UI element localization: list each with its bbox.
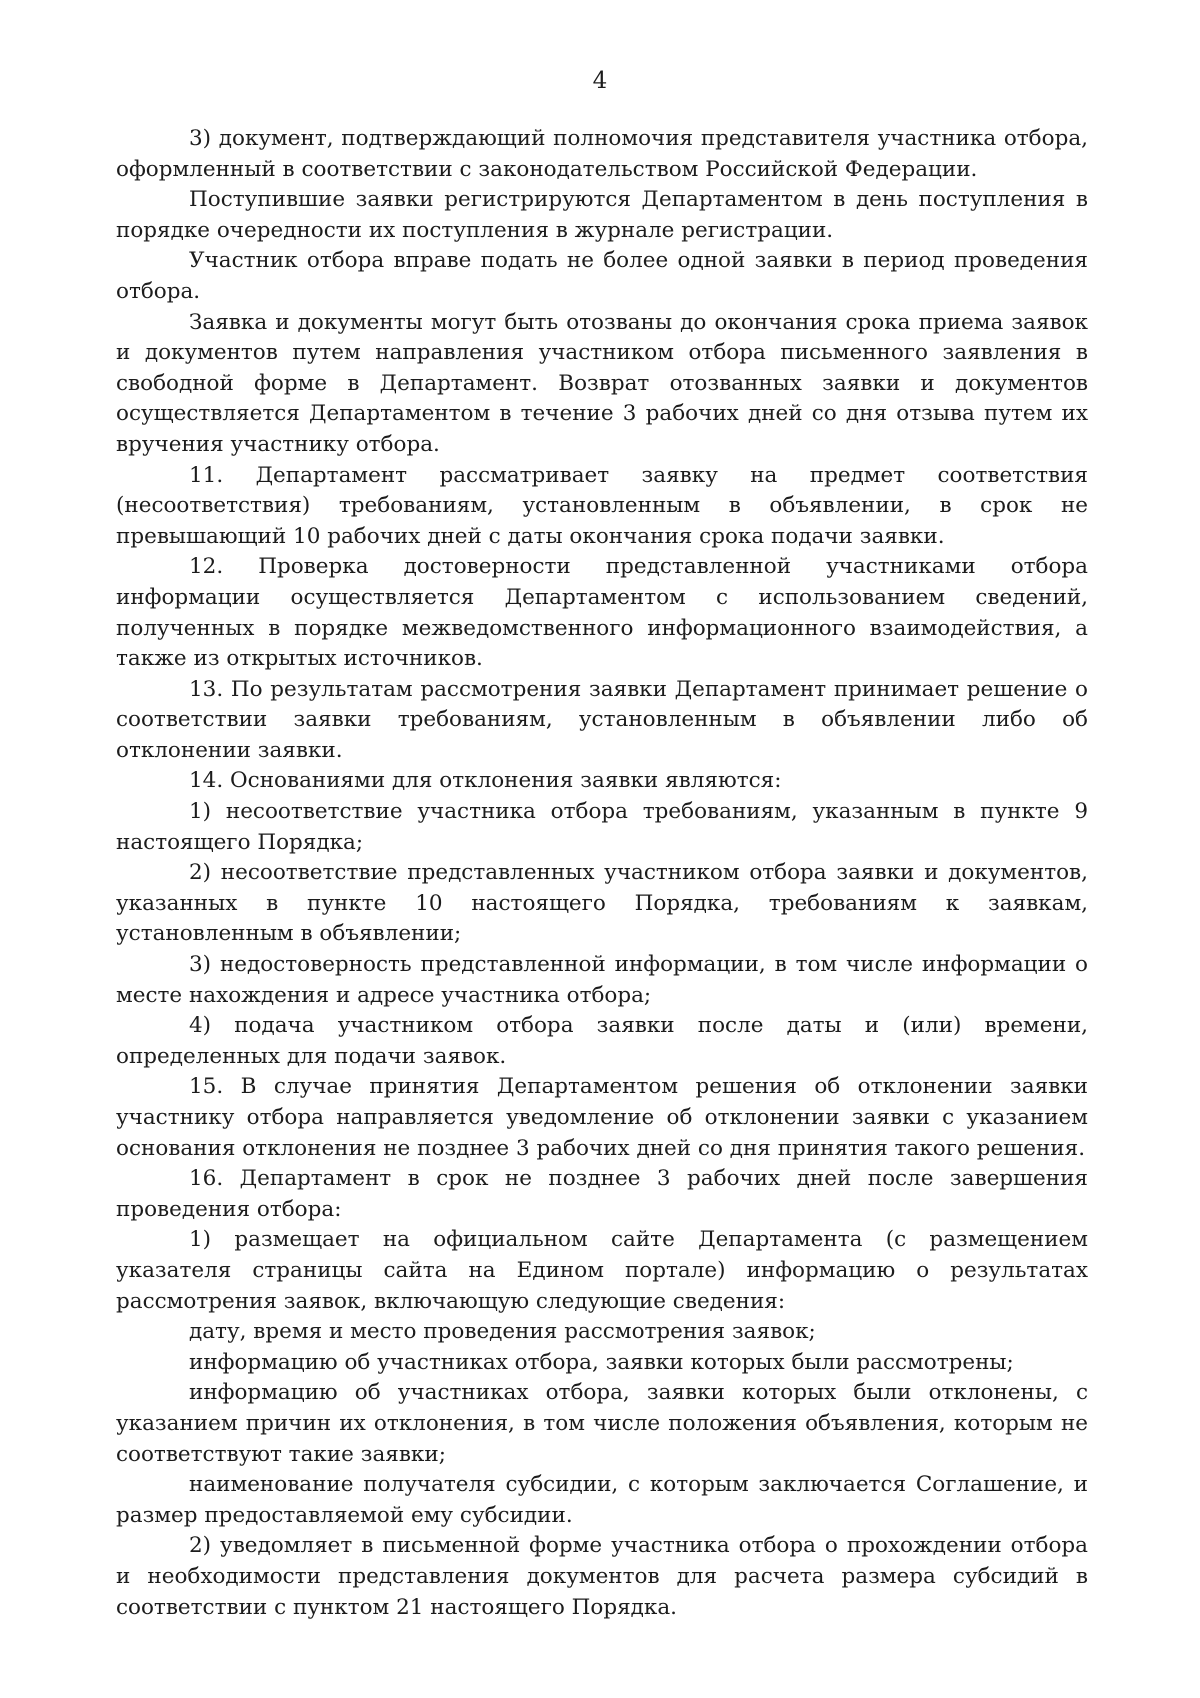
paragraph: 3) документ, подтверждающий полномочия представителя участника отбора, оформленный в соответствии с законодательством Российской Федерации. <box>116 126 1088 182</box>
paragraph: 2) несоответствие представленных участником отбора заявки и документов, указанных в пункте 10 настоящего Порядка, требованиям к заявкам, установленным в объявлении; <box>116 860 1088 947</box>
paragraph: 1) несоответствие участника отбора требованиям, указанным в пункте 9 настоящего Порядка; <box>116 799 1088 855</box>
page-number: 4 <box>592 68 608 94</box>
paragraph: дату, время и место проведения рассмотрения заявок; <box>189 1319 816 1345</box>
paragraph: информацию об участниках отбора, заявки которых были рассмотрены; <box>189 1349 1014 1375</box>
paragraph: 4) подача участником отбора заявки после даты и (или) времени, определенных для подачи заявок. <box>116 1013 1088 1069</box>
paragraph: Заявка и документы могут быть отозваны до окончания срока приема заявок и документов путем направления участником отбора письменного заявления в свободной форме в Департамент. Возврат отозванных заявки и документов осуществляется Департаментом в течение 3 рабочих дней со дня отзыва путем их вручения участнику отбора. <box>116 309 1088 457</box>
paragraph: 14. Основаниями для отклонения заявки являются: <box>189 768 782 794</box>
paragraph: 3) недостоверность представленной информации, в том числе информации о месте нахождения и адресе участника отбора; <box>116 952 1088 1008</box>
paragraph: 15. В случае принятия Департаментом решения об отклонении заявки участнику отбора направляется уведомление об отклонении заявки с указанием основания отклонения не позднее 3 рабочих дней со дня принятия такого решения. <box>116 1074 1088 1161</box>
paragraph: наименование получателя субсидии, с которым заключается Соглашение, и размер предоставляемой ему субсидии. <box>116 1472 1088 1528</box>
paragraph: 1) размещает на официальном сайте Департамента (с размещением указателя страницы сайта на Едином портале) информацию о результатах рассмотрения заявок, включающую следующие сведения: <box>116 1227 1088 1314</box>
paragraph: Поступившие заявки регистрируются Департаментом в день поступления в порядке очередности их поступления в журнале регистрации. <box>116 187 1088 243</box>
paragraph: информацию об участниках отбора, заявки которых были отклонены, с указанием причин их отклонения, в том числе положения объявления, которым не соответствуют такие заявки; <box>116 1380 1088 1467</box>
document-body <box>116 124 1088 1623</box>
paragraph: 2) уведомляет в письменной форме участника отбора о прохождении отбора и необходимости представления документов для расчета размера субсидий в соответствии с пунктом 21 настоящего Порядка. <box>116 1533 1088 1620</box>
paragraph: 11. Департамент рассматривает заявку на предмет соответствия (несоответствия) требованиям, установленным в объявлении, в срок не превышающий 10 рабочих дней с даты окончания срока подачи заявки. <box>116 462 1088 549</box>
paragraph: 13. По результатам рассмотрения заявки Департамент принимает решение о соответствии заявки требованиям, установленным в объявлении либо об отклонении заявки. <box>116 676 1088 763</box>
paragraph: 16. Департамент в срок не позднее 3 рабочих дней после завершения проведения отбора: <box>116 1166 1088 1222</box>
paragraph: Участник отбора вправе подать не более одной заявки в период проведения отбора. <box>116 248 1088 304</box>
paragraph: 12. Проверка достоверности представленной участниками отбора информации осуществляется Департаментом с использованием сведений, полученных в порядке межведомственного информационного взаимодействия, а также из открытых источников. <box>116 554 1088 672</box>
